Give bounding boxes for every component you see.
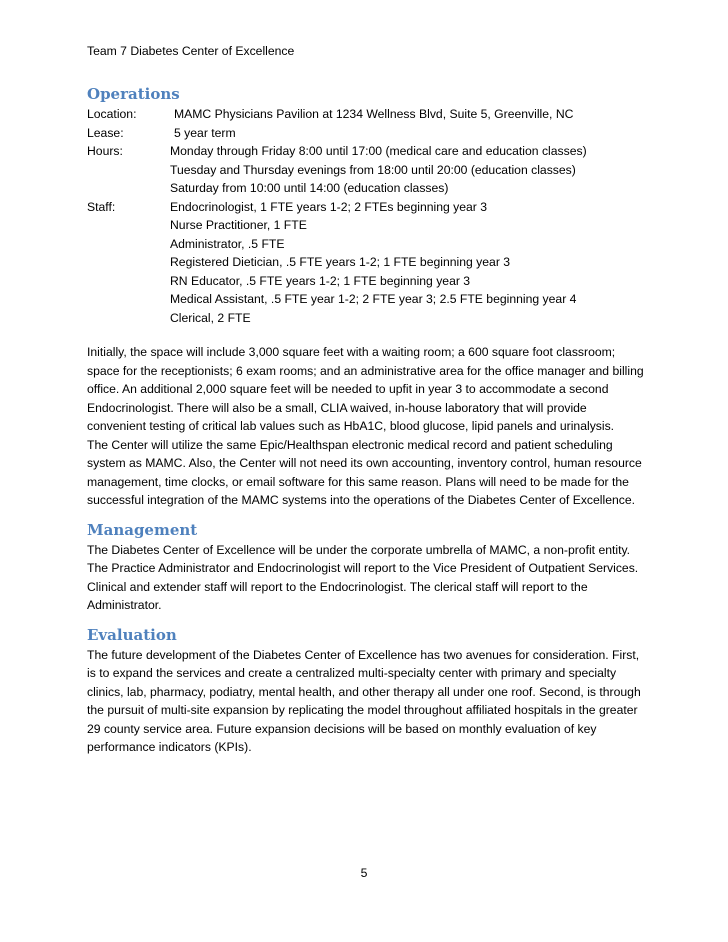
ops-value: Monday through Friday 8:00 until 17:00 (medical care and education classes): [170, 144, 587, 158]
paragraph-line: Endocrinologist. There will also be a small, CLIA waived, in-house laboratory that will provide: [87, 400, 587, 415]
running-header: Team 7 Diabetes Center of Excellence: [87, 44, 295, 58]
ops-label: [87, 272, 170, 291]
ops-value: Clerical, 2 FTE: [170, 310, 251, 325]
ops-label: [87, 235, 170, 254]
ops-row-staff-3: [87, 235, 647, 254]
paragraph-line: Administrator.: [87, 598, 162, 612]
ops-row-staff-5: [87, 272, 647, 291]
ops-value: Tuesday and Thursday evenings from 18:00 until 20:00 (education classes): [170, 162, 576, 177]
operations-details: [87, 105, 647, 327]
paragraph-line: The Practice Administrator and Endocrinologist will report to the Vice President of Outpatient Services.: [87, 561, 639, 575]
paragraph-line: the pursuit of multi-site expansion by replicating the model throughout affiliated hospitals in the greater: [87, 703, 638, 717]
ops-value: Medical Assistant, .5 FTE year 1-2; 2 FTE year 3; 2.5 FTE beginning year 4: [170, 292, 577, 306]
ops-label: Staff:: [87, 199, 116, 214]
ops-label: [87, 290, 170, 309]
ops-row-staff: [87, 198, 647, 217]
paragraph-line: Clinical and extender staff will report to the Endocrinologist. The clerical staff will report to the: [87, 579, 588, 594]
management-paragraph: [87, 541, 647, 615]
paragraph-line: The Center will utilize the same Epic/Healthspan electronic medical record and patient scheduling: [87, 437, 613, 452]
page-number: 5: [360, 866, 368, 880]
paragraph-line: performance indicators (KPIs).: [87, 740, 252, 754]
ops-row-lease: [87, 124, 647, 143]
ops-row-staff-4: [87, 253, 647, 272]
ops-label: Lease:: [87, 125, 124, 140]
evaluation-heading: Evaluation: [87, 625, 177, 644]
ops-value: 5 year term: [174, 125, 236, 140]
ops-value: Saturday from 10:00 until 14:00 (education classes): [170, 181, 449, 195]
management-heading: Management: [87, 520, 198, 539]
ops-row-staff-2: [87, 216, 647, 235]
paragraph-line: management, time clocks, or email software for this same reason. Plans will need to be made for the: [87, 474, 629, 489]
operations-paragraph: [87, 343, 647, 510]
paragraph-line: convenient testing of critical lab values such as HbA1C, blood glucose, lipid panels and urinalysis.: [87, 419, 615, 433]
paragraph-line: Initially, the space will include 3,000 square feet with a waiting room; a 600 square foot classroom;: [87, 345, 616, 359]
paragraph-line: office. An additional 2,000 square feet will be needed to upfit in year 3 to accommodate a second: [87, 382, 609, 396]
ops-value: MAMC Physicians Pavilion at 1234 Wellness Blvd, Suite 5, Greenville, NC: [174, 107, 574, 121]
operations-heading: Operations: [87, 85, 180, 103]
paragraph-line: space for the receptionists; 6 exam rooms; and an administrative area for the office manager and billing: [87, 363, 644, 378]
ops-value: Administrator, .5 FTE: [170, 236, 285, 251]
ops-label: [87, 179, 170, 198]
ops-value: Nurse Practitioner, 1 FTE: [170, 218, 307, 232]
ops-row-staff-6: [87, 290, 647, 309]
paragraph-line: 29 county service area. Future expansion decisions will be based on monthly evaluation of key: [87, 721, 597, 736]
ops-label: [87, 216, 170, 235]
ops-value: Registered Dietician, .5 FTE years 1-2; 1 FTE beginning year 3: [170, 255, 511, 269]
ops-label: Hours:: [87, 144, 123, 158]
ops-row-location: [87, 105, 647, 124]
paragraph-line: is to expand the services and create a centralized multi-specialty center with primary and specialty: [87, 666, 617, 680]
paragraph-line: clinics, lab, pharmacy, podiatry, mental health, and other therapy all under one roof. Second, is through: [87, 684, 641, 699]
ops-label: [87, 253, 170, 272]
evaluation-paragraph: [87, 646, 647, 757]
ops-row-hours-2: [87, 161, 647, 180]
ops-label: Location:: [87, 107, 137, 121]
paragraph-line: successful integration of the MAMC systems into the operations of the Diabetes Center of Excellence.: [87, 493, 636, 507]
ops-value: Endocrinologist, 1 FTE years 1-2; 2 FTEs beginning year 3: [170, 199, 488, 214]
ops-row-hours: [87, 142, 647, 161]
page-content: [87, 84, 647, 757]
ops-row-staff-7: [87, 309, 647, 328]
ops-row-hours-3: [87, 179, 647, 198]
ops-label: [87, 309, 170, 328]
paragraph-line: system as MAMC. Also, the Center will not need its own accounting, inventory control, human resource: [87, 456, 642, 470]
paragraph-line: The Diabetes Center of Excellence will be under the corporate umbrella of MAMC, a non-profit entity.: [87, 542, 631, 557]
paragraph-line: The future development of the Diabetes Center of Excellence has two avenues for consideration. First,: [87, 647, 640, 662]
ops-value: RN Educator, .5 FTE years 1-2; 1 FTE beginning year 3: [170, 273, 471, 288]
ops-label: [87, 161, 170, 180]
